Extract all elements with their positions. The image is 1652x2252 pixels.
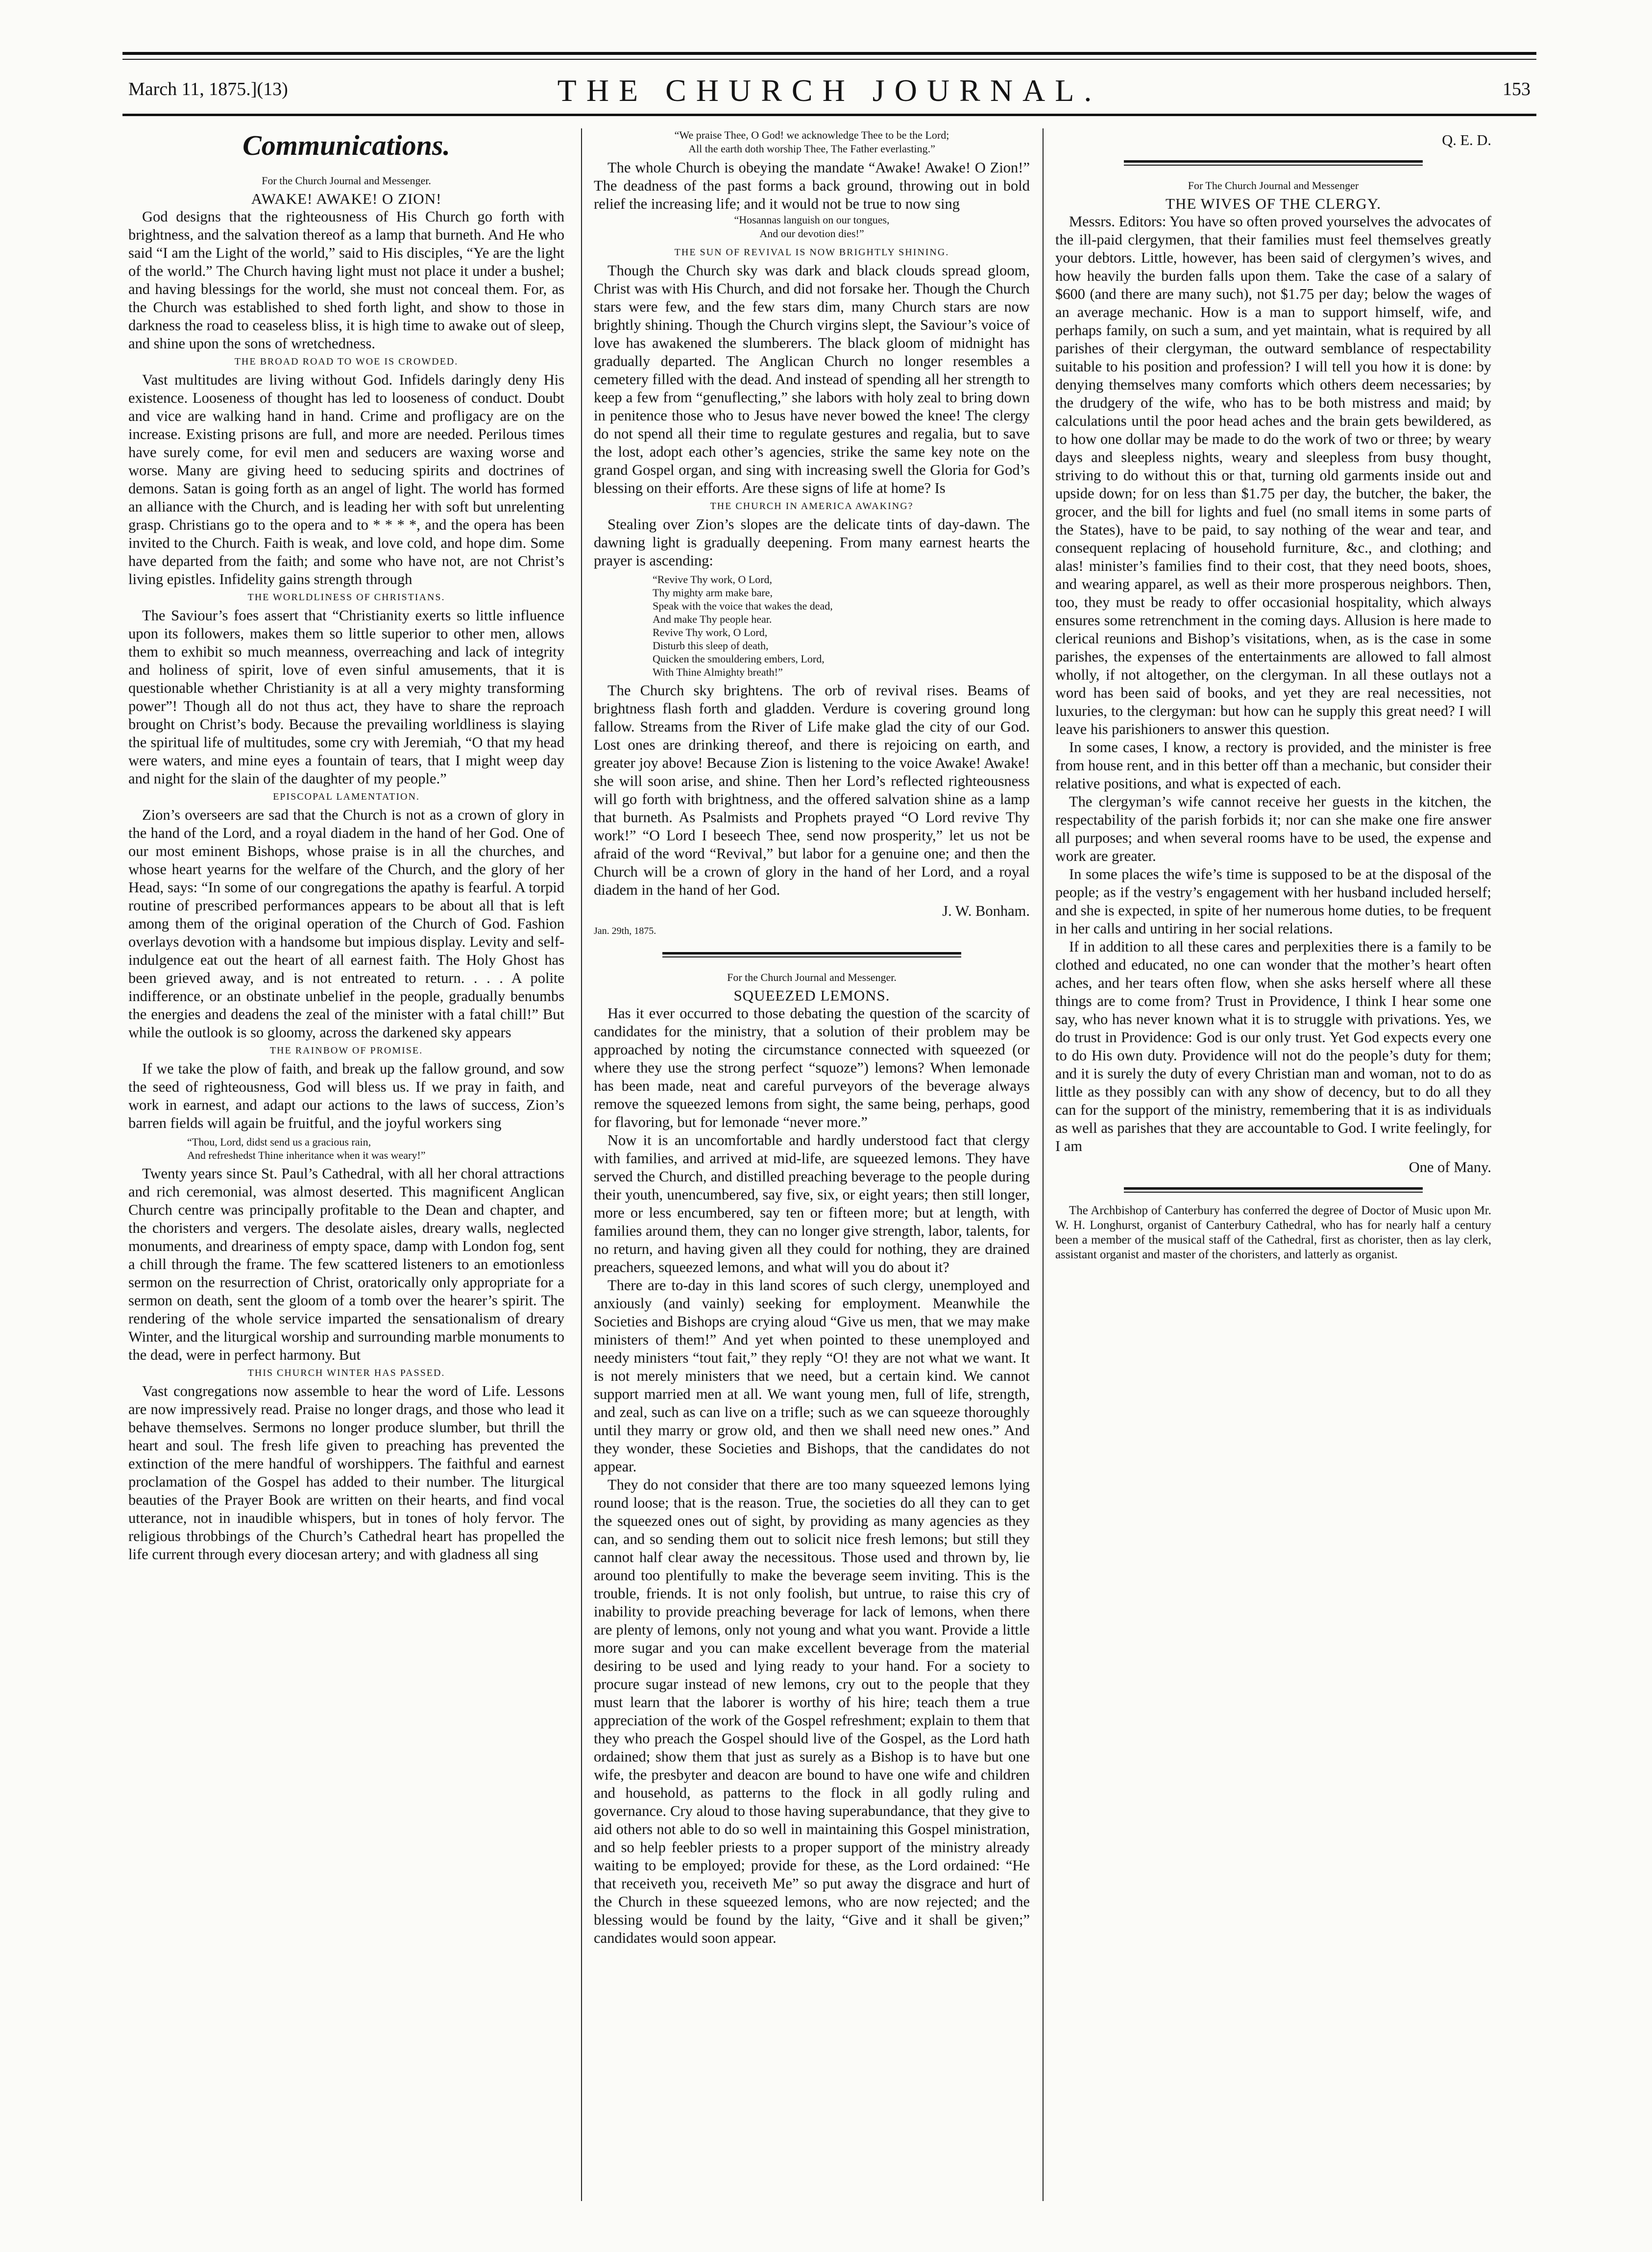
verse-line: And our devotion dies!” — [759, 227, 864, 240]
paragraph: Zion’s overseers are sad that the Church is not as a crown of glory in the hand of the Lord, and a royal diadem in the hand of her God. One of our most eminent Bishops, whose praise is in all the churches, and whose heart yearns for the welfare of the Church, and the glory of her Head, says: “In some of our congregations the apathy is fearful. A torpid routine of prescribed performances appears to be about all that is left among them of the original operation of the Church of God. Fashion overlays devotion with a handsome but impious display. Levity and self-indulgence eat out the heart of all earnest faith. The Holy Ghost has been grieved away, and is not entreated to return. . . . A polite indifference, or an obstinate unbelief in the people, gradually benumbs the energies and deadens the zeal of the minister with a fatal chill!” But while the outlook is so gloomy, across the darkened sky appears — [128, 807, 564, 1041]
column-rule — [581, 128, 582, 2201]
paragraph: The Church sky brightens. The orb of revival rises. Beams of brightness flash forth and gladden. Verdure is covering ground long fallow. Streams from the River of Life make glad the city of our God. Lost ones are drinking thereof, and there is rejoicing on earth, and greater joy above! Because Zion is listening to the voice Awake! Awake! she will soon arise, and shine. Then her Lord’s reflected righteousness will go forth with brightness, and the offered salvation shine as a lamp that burneth. As Psalmists and Prophets prayed “O Lord revive Thy work!” “O Lord I beseech Thee, send now prosperity,” let us not be afraid of the word “Revival,” but labor for a genuine one; and then the Church will be a crown of glory in the hand of her Lord, and a royal diadem in the hand of her God. — [594, 682, 1030, 898]
subheading: THE RAINBOW OF PROMISE. — [269, 1045, 423, 1056]
paragraph: Now it is an uncomfortable and hardly understood fact that clergy with families, and arrived at mid-life, are squeezed lemons. They have served the Church, and distilled preaching beverage to the people during their youth, unencumbered, say five, six, or eight years; then still longer, more or less encumbered, say ten or fifteen more; but at length, with families around them, they can no longer give strength, labor, talents, for no return, and having given all they could for nothing, they are drained preachers, squeezed lemons, and what will you do about it? — [594, 1132, 1030, 1275]
verse-line: Disturb this sleep of death, — [653, 639, 769, 652]
verse-line: “Hosannas languish on our tongues, — [734, 214, 890, 226]
article-separator — [1124, 1187, 1423, 1190]
verse-line: “Revive Thy work, O Lord, — [653, 573, 772, 586]
paragraph: The clergyman’s wife cannot receive her guests in the kitchen, the respectability of the parish forbids it; nor can she make one fire answer all purposes; and when several rooms have to be used, the expense and work are greater. — [1055, 793, 1491, 864]
paragraph: Vast congregations now assemble to hear the word of Life. Lessons are now impressively read. Praise no longer drags, and those who lead it behave themselves. Sermons no longer produce slumber, but thrill the heart and soul. The fresh life given to preaching has prevented the extinction of the mere handful of worshippers. The faithful and earnest proclamation of the Gospel has added to their number. The liturgical beauties of the Prayer Book are written on their hearts, and find vocal utterance, not in inaudible whispers, but in tones of holy fervor. The religious throbbings of the Church’s Cathedral heart has propelled the life current through every diocesan artery; and with gladness all sing — [128, 1383, 564, 1563]
byline: For the Church Journal and Messenger. — [262, 174, 431, 187]
newspaper-title: THE CHURCH JOURNAL. — [557, 73, 1102, 108]
verse-line: “Thou, Lord, didst send us a gracious rain, — [187, 1136, 371, 1148]
news-notice — [1055, 1203, 1491, 1262]
masthead-rule-thin — [122, 59, 1536, 60]
article-separator-thin — [1124, 165, 1423, 166]
signature-line — [594, 902, 1030, 920]
masthead-rule — [122, 52, 1536, 55]
subheading: THE CHURCH IN AMERICA AWAKING? — [710, 501, 914, 512]
subheading: THE SUN OF REVIVAL IS NOW BRIGHTLY SHINING. — [674, 247, 949, 258]
verse-line: And make Thy people hear. — [653, 613, 772, 625]
article-separator-thin — [662, 956, 961, 957]
epigraph — [594, 128, 1030, 156]
signature-line — [1055, 1158, 1491, 1176]
paragraph: If we take the plow of faith, and break up the fallow ground, and sow the seed of righteousness, God will bless us. If we pray in faith, and work in earnest, and adapt our actions to the laws of success, Zion’s barren fields will again be fruitful, and the joyful workers sing — [128, 1060, 564, 1131]
article-separator — [662, 952, 961, 955]
subheading: THE BROAD ROAD TO WOE IS CROWDED. — [234, 356, 459, 367]
verse-line: Thy mighty arm make bare, — [653, 587, 773, 599]
article-title: AWAKE! AWAKE! O ZION! — [251, 190, 442, 207]
verse-line: Speak with the voice that wakes the dead, — [653, 600, 833, 612]
signature: J. W. Bonham. — [942, 903, 1030, 919]
verse-line: With Thine Almighty breath!” — [653, 666, 783, 678]
paragraph: Messrs. Editors: You have so often proved yourselves the advocates of the ill-paid clergymen, that their families must feel themselves greatly your debtors. Little, however, has been said of clergymen’s wives, and how heavily the burden falls upon them. Take the case of a salary of $600 (and there are many such), not $1.75 per day; below the wages of an average mechanic. How is a man to support himself, wife, and perhaps family, on such a sum, and yet maintain, what is required by all parishes of their clergyman, the outward semblance of respectability suitable to his position and profession? I will tell you how it is done: by denying themselves many comforts which others deem necessaries; by the drudgery of the wife, who has to be both mistress and maid; by calculations until the poor head aches and the brain gets bewildered, as to how one dollar may be made to do the work of two or three; by weary days and sleepless nights, weary and sleepless from busy thought, striving to do without this or that, turning old garments inside out and upside down; for on less than $1.75 per day, the butcher, the baker, the grocer, and the bill for lights and fuel (no small items in some parts of the States), have to be paid, to say nothing of the wear and tear, and consequent replacing of household furniture, &c., and clothing; and alas! minister’s families find to their cost, that they need boots, shoes, and wearing apparel, as well as their more prosperous neighbors. Then, too, they must be ready to offer occasionial hospitality, which always ensures some retrenchment in the coming days. Allusion is here made to clerical reunions and Bishop’s visitations, when, as is the case in some parishes, the expenses of the entertainments are allowed to fall almost wholly, if not altogether, on the clergyman. In all these outlays not a word has been said of books, and yet they are real necessities, not luxuries, to the clergyman: but how can he supply this great need? I will leave his parishioners to answer this question. — [1055, 213, 1491, 737]
verse — [128, 1135, 564, 1162]
paragraph: If in addition to all these cares and perplexities there is a family to be clothed and educated, no one can wonder that the mother’s heart often aches, and her tears often flow, when she asks herself where all these things are to come from? Trust in Providence, I think I hear some one say, who has never known what it is to struggle with privations. Yes, we do trust in Providence: God is our only trust. Yet God expects every one to do His own duty. Providence will not do the people’s duty for them; and it is surely the duty of every Christian man and woman, not to do as little as they possibly can with any show of decency, but to do all they can for the support of the ministry, remembering that it is as individuals as well as parishes that they are accountable to God. I write feelingly, for I am — [1055, 938, 1491, 1154]
article-separator — [1124, 160, 1423, 163]
paragraph: Vast multitudes are living without God. Infidels daringly deny His existence. Looseness of thought has led to looseness of conduct. Doubt and vice are walking hand in hand. Crime and profligacy are on the increase. Existing prisons are full, and more are needed. Perilous times have surely come, for evil men and seducers are waxing worse and worse. Many are giving heed to seducing spirits and doctrines of demons. Satan is going forth as an angel of light. The world has formed an alliance with the Church, and is leading her with soft but unrelenting grasp. Christians go to the opera and to * * * *, and the opera has been invited to the Church. Faith is weak, and love cold, and hope dim. Some have departed from the faith; and some who have not, are not Christ’s living epistles. Infidelity gains strength through — [128, 371, 564, 587]
verse-line: “We praise Thee, O God! we acknowledge Thee to be the Lord; — [674, 129, 949, 141]
signature-line — [1055, 131, 1491, 149]
subheading: EPISCOPAL LAMENTATION. — [273, 791, 420, 802]
paragraph: Stealing over Zion’s slopes are the delicate tints of day-dawn. The dawning light is gradually deepening. From many earnest hearts the prayer is ascending: — [594, 516, 1030, 569]
paragraph: Has it ever occurred to those debating the question of the scarcity of candidates for the ministry, that a solution of their problem may be approached by noting the circumstance connected with squeezed (or where they use the strong perfect “squoze”) lemons? When lemonade has been made, neat and careful purveyors of the beverage always remove the squeezed lemons from sight, the same being, perhaps, good for flavoring, but for lemonade “never more.” — [594, 1005, 1030, 1130]
paragraph: The Saviour’s foes assert that “Christianity exerts so little influence upon its followers, makes them so little superior to other men, allows them to exhibit so much meanness, overreaching and lack of integrity and holiness of spirit, love of even sinful amusements, that it is questionable whether Christianity is at all a very mighty transforming power”! Though all do not thus act, they have to share the reproach brought on Christ’s body. Because the prevailing worldliness is slaying the spiritual life of multitudes, some cry with Jeremiah, “O that my head were waters, and mine eyes a fountain of tears, that I might weep day and night for the slain of the daughter of my people.” — [128, 607, 564, 787]
issue-date: March 11, 1875.](13) — [128, 79, 288, 99]
byline: For the Church Journal and Messenger. — [727, 971, 897, 983]
column-rule — [1043, 128, 1044, 2201]
signature: One of Many. — [1409, 1159, 1491, 1175]
verse — [594, 573, 1030, 679]
paragraph: Though the Church sky was dark and black clouds spread gloom, Christ was with His Church, and did not forsake her. Though the Church stars were few, and the few stars dim, many Church stars are now brightly shining. Though the Church virgins slept, the Saviour’s voice of love has awakened the slumberers. The black gloom of midnight has gradually departed. The Anglican Church no longer resembles a cemetery filled with the dead. And instead of spending all her strength to keep a few from “genuflecting,” she labors with holy zeal to bring down in penitence those who to Jesus have never bowed the knee! The clergy do not spend all their time to regulate gestures and regalia, but to save the lost, adopt each other’s agencies, strike the same key note on the grand Gospel organ, and sing with increasing swell the Gloria for God’s blessing on their efforts. Are these signs of life at home? Is — [594, 262, 1030, 496]
paragraph: They do not consider that there are too many squeezed lemons lying round loose; that is the reason. True, the societies do all they can to get the squeezed ones out of sight, by providing as many agencies as they can, and so sending them out to solicit nice fresh lemons; but still they cannot half clear away the necessitous. Those used and thrown by, lie around too plentifully to make the beverage seem inviting. This is the trouble, friends. It is not only foolish, but untrue, to raise this cry of inability to provide preaching beverage for lack of lemons, when there are plenty of lemons, only not young and what you want. Provide a little more sugar and you can make excellent beverage from the material desiring to be used and lying ready to your hand. For a society to procure sugar instead of new lemons, cry out to the people that they must learn that the laborer is worthy of his hire; teach them a true appreciation of the work of the Gospel refreshment; explain to them that they who preach the Gospel should live of the Gospel, as the Lord hath ordained; show them that just as surely as a Bishop is to have but one wife, the presbyter and deacon are bound to have one wife and children and household, as patterns to the flock in all godly ruling and governance. Cry aloud to those having superabundance, that they give to aid others not able to do so well in maintaining this Gospel ministration, and so help feebler priests to a proper support of the ministry already waiting to be employed; provide for these, as the Lord ordained: “He that receiveth you, receiveth Me” so put away the disgrace and hurt of the Church in these squeezed lemons, who are now rejected; and the blessing would be found by the laity, “Give and it shall be given;” candidates would soon appear. — [594, 1476, 1030, 1946]
article-title: SQUEEZED LEMONS. — [733, 987, 890, 1004]
paragraph: Twenty years since St. Paul’s Cathedral, with all her choral attractions and rich ceremonial, was almost deserted. This magnificent Anglican Church centre was principally profitable to the Dean and chapter, and the choristers and vergers. The desolate aisles, dreary walls, neglected monuments, and dreariness of empty space, damp with London fog, sent a chill through the frame. The few scattered listeners to an emotionless sermon on the resurrection of Christ, oratorically only appropriate for a sermon on death, sent the gloom of a tomb over the hearer’s spirit. The rendering of the whole service imparted the sensationalism of dreary Winter, and the liturgical worship and surrounding marble monuments to the dead, were in perfect harmony. But — [128, 1165, 564, 1363]
paragraph: In some places the wife’s time is supposed to be at the disposal of the people; as if the vestry’s engagement with her husband included herself; and she is expected, in spite of her numerous home duties, to be frequent in her calls and untiring in her social relations. — [1055, 866, 1491, 937]
article-title: THE WIVES OF THE CLERGY. — [1166, 195, 1381, 212]
paragraph: God designs that the righteousness of His Church go forth with brightness, and the salvation thereof as a lamp that burneth. And He who said “I am the Light of the world,” said to His disciples, “Ye are the light of the world.” The Church having light must not place it under a bushel; and having blessings for the world, she must not conceal them. For, as the Church was established to shed forth light, and show to those in darkness the road to ceaseless bliss, it is high time to awake out of sleep, and shine upon the sons of wretchedness. — [128, 208, 564, 352]
verse-line: All the earth doth worship Thee, The Father everlasting.” — [688, 143, 935, 155]
article-separator-thin — [1124, 1192, 1423, 1193]
column-1 — [128, 128, 564, 1564]
paragraph: There are to-day in this land scores of such clergy, unemployed and anxiously (and vainly) seeking for employment. Meanwhile the Societies and Bishops are crying aloud “Give us men, that we may make ministers of them!” And yet when pointed to these unemployed and needy ministers “tout fait,” they reply “O! they are not what we want. It is not merely ministers that we need, but a certain kind. We cannot support married men at all. We want young men, full of life, strength, and zeal, such as can live on a trifle; such as we can squeeze thoroughly until they marry or grow old, and then we shall need new ones.” And they wonder, these Societies and Bishops, that the candidates do not appear. — [594, 1277, 1030, 1475]
masthead — [122, 47, 1536, 121]
column-3 — [1055, 128, 1491, 1262]
subheading: THIS CHURCH WINTER HAS PASSED. — [247, 1368, 445, 1378]
article-date: Jan. 29th, 1875. — [594, 926, 656, 936]
column-2 — [594, 128, 1030, 1947]
epigraph — [594, 213, 1030, 241]
paragraph: In some cases, I know, a rectory is provided, and the minister is free from house rent, and in this better off than a mechanic, but consider their relative positions, and what is expected of each. — [1055, 739, 1491, 792]
department-heading: Communications. — [243, 129, 450, 161]
byline: For The Church Journal and Messenger — [1188, 179, 1359, 192]
page-number: 153 — [1503, 79, 1531, 99]
signature: Q. E. D. — [1442, 132, 1491, 148]
paragraph: The whole Church is obeying the mandate “Awake! Awake! O Zion!” The deadness of the past forms a back ground, throwing out in bold relief the increasing life; and it would not be true to now sing — [594, 159, 1030, 212]
verse-line: Revive Thy work, O Lord, — [653, 626, 768, 638]
verse-line: Quicken the smouldering embers, Lord, — [653, 653, 825, 665]
paragraph: The Archbishop of Canterbury has conferred the degree of Doctor of Music upon Mr. W. H. Longhurst, organist of Canterbury Cathedral, who has for nearly half a century been a member of the musical staff of the Cathedral, first as chorister, then as lay clerk, assistant organist and master of the choristers, and latterly as organist. — [1055, 1204, 1491, 1261]
verse-line: And refreshedst Thine inheritance when it was weary!” — [187, 1149, 426, 1161]
masthead-rule-bottom — [122, 114, 1536, 116]
subheading: THE WORLDLINESS OF CHRISTIANS. — [247, 592, 445, 603]
